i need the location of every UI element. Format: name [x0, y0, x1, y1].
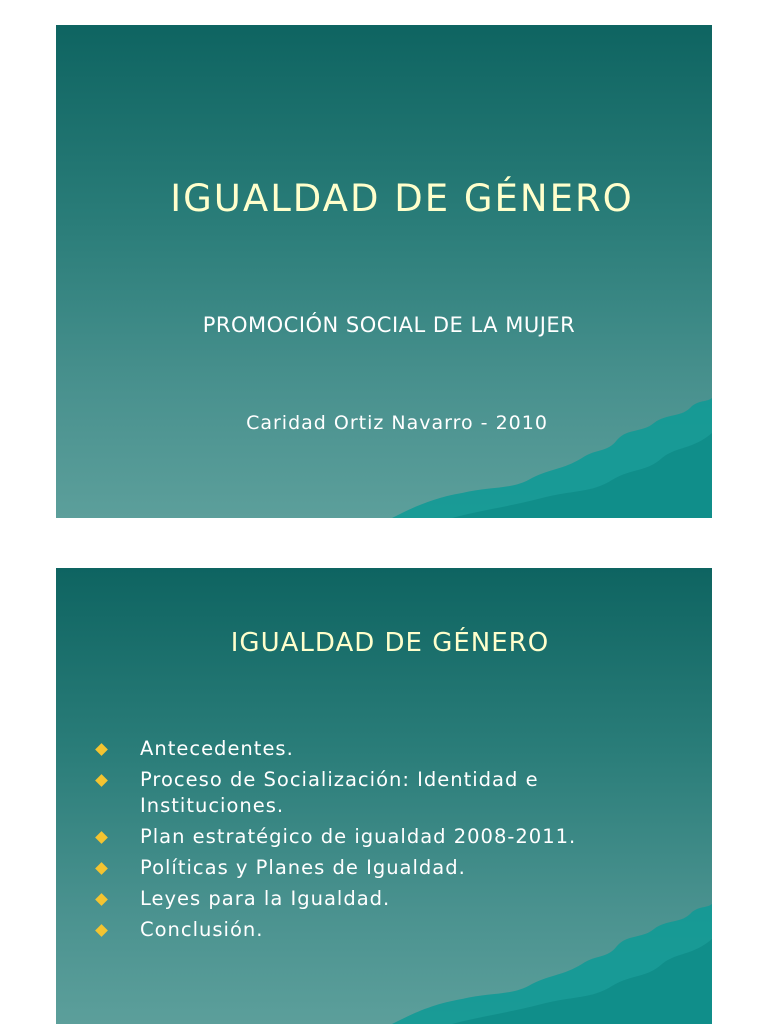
slide-1-title: IGUALDAD DE GÉNERO	[170, 177, 634, 220]
list-item-text: Proceso de Socialización: Identidad e Instituciones.	[140, 768, 539, 817]
list-item-text: Plan estratégico de igualdad 2008-2011.	[140, 825, 577, 848]
list-item-text: Conclusión.	[140, 918, 264, 941]
list-item	[94, 824, 674, 850]
diamond-bullet-icon	[95, 774, 108, 787]
slide-1	[56, 25, 712, 518]
list-item-text: Políticas y Planes de Igualdad.	[140, 856, 466, 879]
bullet-list	[94, 736, 674, 948]
slide-2	[56, 568, 712, 1024]
diamond-bullet-icon	[95, 743, 108, 756]
list-item-text: Leyes para la Igualdad.	[140, 887, 391, 910]
list-item	[94, 767, 674, 819]
diamond-bullet-icon	[95, 862, 108, 875]
diamond-bullet-icon	[95, 924, 108, 937]
slide-1-subtitle: PROMOCIÓN SOCIAL DE LA MUJER	[202, 313, 576, 337]
list-item	[94, 886, 674, 912]
list-item-text: Antecedentes.	[140, 737, 294, 760]
slide-1-author: Caridad Ortiz Navarro - 2010	[246, 412, 548, 434]
list-item	[94, 855, 674, 881]
diamond-bullet-icon	[95, 831, 108, 844]
diamond-bullet-icon	[95, 893, 108, 906]
slide-2-title: IGUALDAD DE GÉNERO	[230, 628, 550, 658]
list-item	[94, 736, 674, 762]
list-item	[94, 917, 674, 943]
